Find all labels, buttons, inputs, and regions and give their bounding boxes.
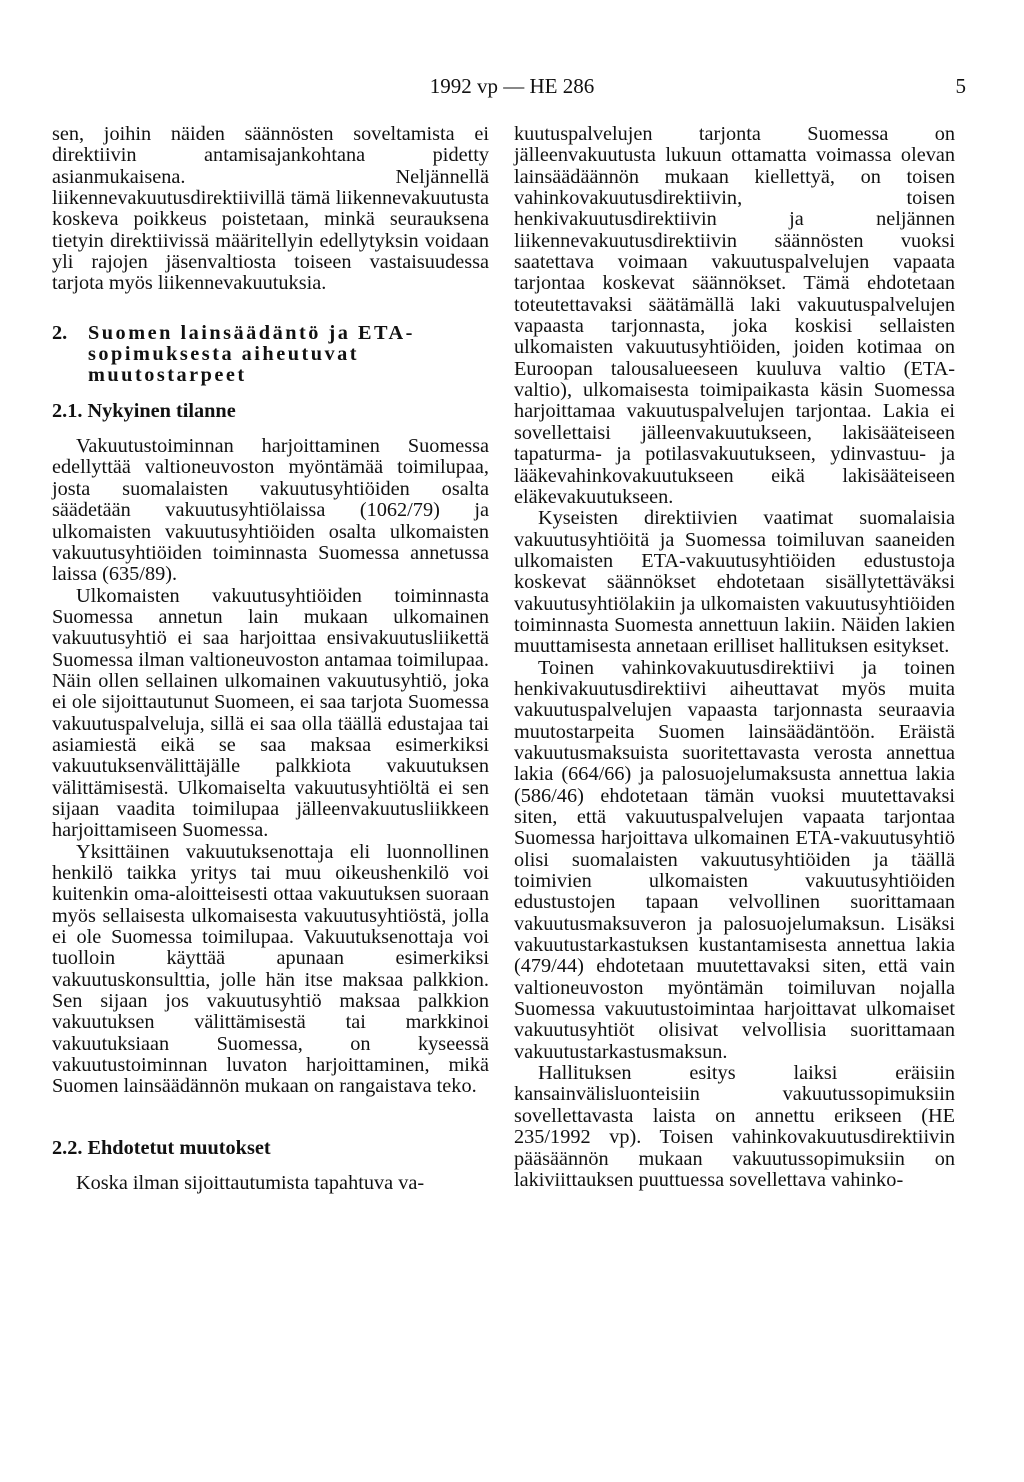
- right-column: [514, 124, 955, 1191]
- paragraph: Ulkomaisten vakuutusyhtiöiden toiminnasta Suomessa annetun lain mukaan ulkomainen vakuutusyhtiö ei saa harjoittaa ensivakuutusliikettä Suomessa ilman valtioneuvoston antamaa toimilupaa. Näin ollen sellainen ulkomainen vakuutusyhtiö, joka ei ole sijoittautunut Suomeen, ei saa tarjota Suomessa vakuutuspalveluja, sillä ei saa olla täällä edustajaa tai asiamiestä eikä se saa maksaa esimerkiksi vakuutuksenvälittäjälle palkkiota vakuutuksen välittämisestä. Ulkomaiselta vakuutusyhtiöltä ei sen sijaan vaadita toimilupaa jälleenvakuutusliikkeen harjoittamiseen Suomessa.: [52, 584, 489, 842]
- paragraph: kuutuspalvelujen tarjonta Suomessa on jälleenvakuutusta lukuun ottamatta voimassa olevan lainsäädäännön mukaan kiellettyä, on toisen vahinkovakuutusdirektiivin, toisen henkivakuutusdirektiivin ja neljännen liikennevakuutusdirektiivin säännösten vuoksi saatettava voimaan vakuutuspalvelujen vapaata tarjontaa koskevat säännökset. Tämä ehdotetaan toteutettavaksi säätämällä laki vakuutuspalvelujen vapaasta tarjonnasta, joka koskisi sellaisten ulkomaisten vakuutusyhtiöiden, joiden kotimaa on Euroopan talousalueeseen kuuluva valtio (ETA-valtio), ulkomaisesta toimipaikasta käsin Suomessa harjoittamaa vakuutuspalvelujen tarjontaa. Lakia ei sovellettaisi jälleenvakuutukseen, lakisääteiseen tapaturma- ja potilasvakuutukseen, ydinvastuu- ja lääkevahinkovakuutukseen eikä lakisääteiseen eläkevakuutukseen.: [514, 123, 955, 508]
- paragraph: Hallituksen esitys laiksi eräisiin kansainvälisluonteisiin vakuutussopimuksiin sovellettavasta laista on annettu erikseen (HE 235/1992 vp). Toisen vahinkovakuutusdirektiivin pääsäännön mukaan vakuutussopimuksiin on lakiviittauksen puuttuessa sovellettava vahinko-: [514, 1062, 955, 1191]
- paragraph: Koska ilman sijoittautumista tapahtuva va-: [76, 1172, 425, 1195]
- subsection-title: 2.1. Nykyinen tilanne: [52, 399, 236, 422]
- paragraph: Vakuutustoiminnan harjoittaminen Suomessa edellyttää valtioneuvoston myöntämää toimilupaa, josta suomalaisten vakuutusyhtiöiden osalta säädetään vakuutusyhtiölaissa (1062/79) ja ulkomaisten vakuutusyhtiöiden osalta ulkomaisten vakuutusyhtiöiden toiminnasta Suomessa annetussa laissa (635/89).: [52, 435, 489, 586]
- page-number: 5: [955, 74, 966, 98]
- section-title: Suomen lainsäädäntö ja ETA-sopimuksesta aiheutuvat muutostarpeet: [88, 321, 415, 387]
- left-column: [52, 124, 489, 1194]
- section-number: 2.: [52, 321, 68, 344]
- running-title: 1992 vp — HE 286: [429, 74, 595, 98]
- paragraph: Toinen vahinkovakuutusdirektiivi ja toinen henkivakuutusdirektiivi aiheuttavat myös muita vakuutuspalvelujen vapaasta tarjonnasta seuraavia muutostarpeita Suomen lainsäädäntöön. Eräistä vakuutusmaksuista suoritettavasta verosta annettua lakia (664/66) ja palosuojelumaksusta annettua lakia (586/46) ehdotetaan tämän vuoksi muutettavaksi siten, että vakuutuspalvelujen vapaata tarjontaa Suomessa harjoittava ulkomainen ETA-vakuutusyhtiö olisi suomalaisten vakuutusyhtiöiden ja täällä toimivien ulkomaisten vakuutusyhtiöiden edustustojen tapaan velvollinen suorittamaan vakuutusmaksuveron ja palosuojelumaksun. Lisäksi vakuutustarkastuksen kustantamisesta annettua lakia (479/44) ehdotetaan muutettavaksi siten, että vain valtioneuvoston myöntämän toimiluvan nojalla Suomessa vakuutustoimintaa harjoittavat ulkomaiset vakuutusyhtiöt olisivat velvollisia suorittamaan vakuutustarkastusmaksun.: [514, 656, 955, 1063]
- paragraph: sen, joihin näiden säännösten soveltamista ei direktiivin antamisajankohtana pidetty asianmukaisena. Neljännellä liikennevakuutusdirektiivillä tämä liikennevakuutusta koskeva poikkeus poistetaan, minkä seurauksena tietyin direktiivissä määritellyin edellytyksin voidaan yli rajojen jäsenvaltiosta toiseen vastaisuudessa tarjota myös liikennevakuutuksia.: [52, 123, 489, 295]
- paragraph: Kyseisten direktiivien vaatimat suomalaisia vakuutusyhtiöitä ja Suomessa toimiluvan saaneiden ulkomaisten ETA-vakuutusyhtiöiden edustustoja koskevat säännökset ehdotetaan sisällytettäväksi vakuutusyhtiölakiin ja ulkomaisten vakuutusyhtiöiden toiminnasta Suomesta annettuun lakiin. Näiden lakien muuttamisesta annetaan erilliset hallituksen esitykset.: [514, 507, 955, 658]
- subsection-title: 2.2. Ehdotetut muutokset: [52, 1136, 271, 1159]
- paragraph: Yksittäinen vakuutuksenottaja eli luonnollinen henkilö taikka yritys tai muu oikeushenkilö voi kuitenkin oma-aloitteisesti ottaa vakuutuksen suoraan myös sellaisesta ulkomaisesta vakuutusyhtiöstä, jolla ei ole Suomessa toimilupaa. Vakuutuksenottaja voi tuolloin käyttää apunaan esimerkiksi vakuutuskonsulttia, jolle hän itse maksaa palkkion. Sen sijaan jos vakuutusyhtiö maksaa palkkion vakuutuksen välittämisestä tai markkinoi vakuutuksiaan Suomessa, on kyseessä vakuutustoiminnan luvaton harjoittaminen, mikä Suomen lainsäädännön mukaan on rangaistava teko.: [52, 840, 489, 1098]
- section-heading: [52, 323, 489, 387]
- page-header: [0, 74, 1024, 104]
